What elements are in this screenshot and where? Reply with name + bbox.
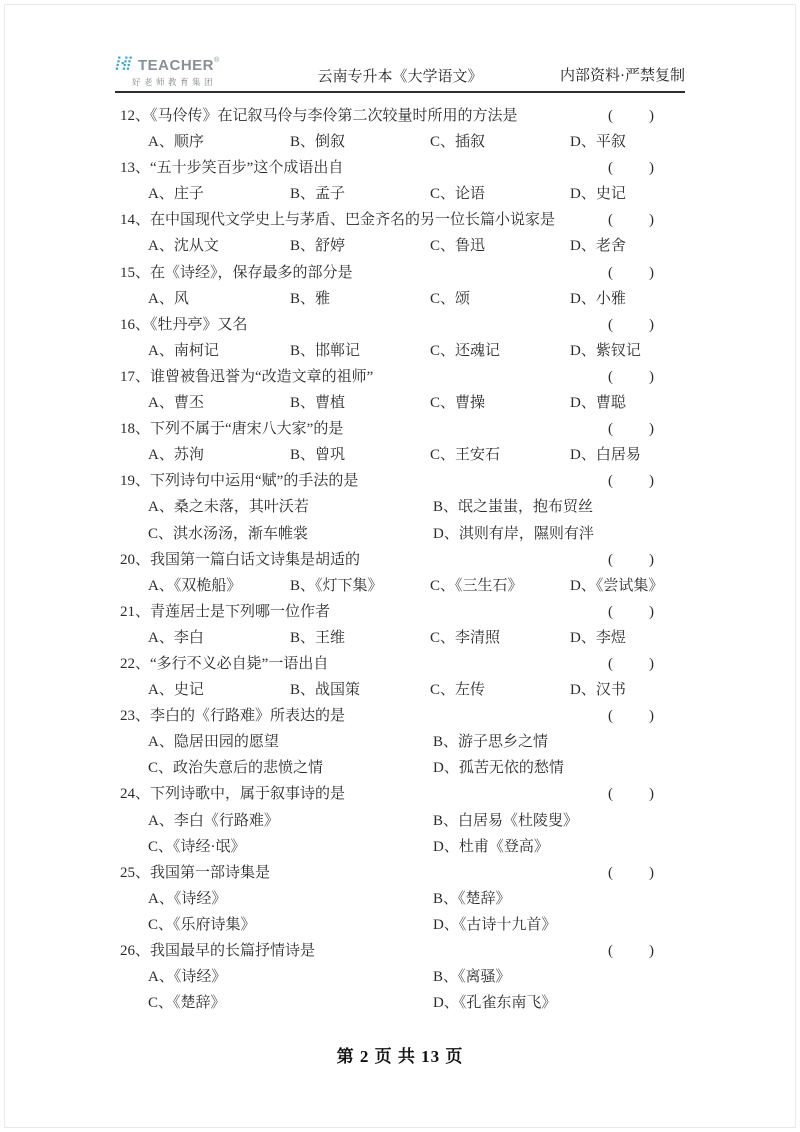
- option: C、插叙: [430, 134, 486, 151]
- answer-blank: ( ): [608, 368, 656, 385]
- option: D、紫钗记: [570, 342, 641, 359]
- option: C、《三生石》: [430, 577, 523, 594]
- option: B、孟子: [290, 186, 346, 203]
- question-line: [120, 468, 685, 494]
- question-block: [120, 103, 685, 155]
- answer-blank: ( ): [608, 551, 656, 568]
- option: B、舒婷: [290, 238, 346, 255]
- options-row: [148, 808, 685, 860]
- question-line: [120, 547, 685, 573]
- option: D、杜甫《登高》: [433, 838, 549, 855]
- question-text: 我国第一篇白话文诗集是胡适的: [150, 551, 361, 568]
- question-number: 13、: [120, 160, 151, 177]
- options-row: [148, 729, 685, 781]
- option: C、《诗经·氓》: [148, 838, 246, 855]
- options-row: [148, 573, 685, 599]
- question-number: 14、: [120, 212, 151, 229]
- option: A、李白《行路难》: [148, 812, 279, 829]
- question-number: 25、: [120, 864, 151, 881]
- question-line: [120, 312, 685, 338]
- option: C、曹操: [430, 395, 486, 412]
- brand-logo: [115, 56, 219, 87]
- options-row: [148, 886, 685, 938]
- document-page: [4, 4, 796, 1128]
- option: B、《离骚》: [433, 969, 511, 986]
- option: D、《古诗十九首》: [433, 916, 557, 933]
- option: D、老舍: [570, 238, 626, 255]
- options-row: [148, 286, 685, 312]
- question-number: 26、: [120, 943, 151, 959]
- question-line: [120, 860, 685, 886]
- page-number: 第 2 页 共 13 页: [336, 1047, 464, 1067]
- option: C、政治失意后的悲愤之情: [148, 760, 324, 777]
- question-number: 19、: [120, 473, 151, 490]
- option: A、顺序: [148, 134, 204, 151]
- question-number: 21、: [120, 603, 151, 620]
- options-row: [148, 181, 685, 207]
- option: A、风: [148, 290, 189, 307]
- option: D、淇则有岸，隰则有泮: [433, 525, 594, 542]
- question-text: 在《诗经》，保存最多的部分是: [150, 264, 353, 281]
- question-block: [120, 703, 685, 781]
- option: B、雅: [290, 290, 331, 307]
- option: C、颂: [430, 290, 471, 307]
- question-block: [120, 938, 685, 1016]
- answer-blank: ( ): [608, 943, 656, 959]
- registered-mark: ®: [214, 56, 220, 64]
- question-block: [120, 207, 685, 259]
- option: A、《双桅船》: [148, 577, 242, 594]
- option: D、白居易: [570, 447, 641, 464]
- question-text: 下列诗句中运用“赋”的手法的是: [150, 473, 359, 490]
- answer-blank: ( ): [608, 786, 656, 803]
- question-line: [120, 364, 685, 390]
- question-text: “多行不义必自毙”一语出自: [150, 655, 329, 672]
- answer-blank: ( ): [608, 655, 656, 672]
- option: B、倒叙: [290, 134, 346, 151]
- question-line: [120, 416, 685, 442]
- option: C、王安石: [430, 447, 501, 464]
- option: C、鲁迅: [430, 238, 486, 255]
- options-row: [148, 964, 685, 1016]
- document-title: 云南专升本《大学语文》: [317, 69, 483, 85]
- options-row: [148, 233, 685, 259]
- question-block: [120, 781, 685, 859]
- option: A、《诗经》: [148, 969, 227, 986]
- option: D、曹聪: [570, 395, 626, 412]
- option: A、南柯记: [148, 342, 219, 359]
- option: A、李白: [148, 629, 204, 646]
- brand-logo-row: [115, 56, 219, 75]
- question-number: 24、: [120, 786, 151, 803]
- question-line: [120, 260, 685, 286]
- question-line: [120, 938, 685, 964]
- option: C、论语: [430, 186, 486, 203]
- page-header: [115, 49, 685, 93]
- question-line: [120, 155, 685, 181]
- question-line: [120, 651, 685, 677]
- option: D、孤苦无依的愁情: [433, 760, 564, 777]
- question-text: 李白的《行路难》所表达的是: [150, 708, 346, 725]
- options-row: [148, 129, 685, 155]
- options-row: [148, 442, 685, 468]
- options-row: [148, 625, 685, 651]
- option: B、曹植: [290, 395, 346, 412]
- answer-blank: ( ): [608, 108, 656, 124]
- question-text: 《马伶传》在记叙马伶与李伶第二次较量时所用的方法是: [150, 108, 518, 124]
- question-line: [120, 103, 685, 129]
- question-number: 20、: [120, 551, 151, 568]
- answer-blank: ( ): [608, 603, 656, 620]
- question-number: 17、: [120, 368, 151, 385]
- question-line: [120, 207, 685, 233]
- question-text: 青莲居士是下列哪一位作者: [150, 603, 331, 620]
- options-row: [148, 338, 685, 364]
- question-number: 16、: [120, 316, 151, 333]
- question-number: 22、: [120, 655, 151, 672]
- option: B、《楚辞》: [433, 890, 511, 907]
- option: B、曾巩: [290, 447, 346, 464]
- option: B、氓之蚩蚩，抱布贸丝: [433, 499, 594, 516]
- option: D、汉书: [570, 682, 626, 699]
- option: B、白居易《杜陵叟》: [433, 812, 579, 829]
- option: A、庄子: [148, 186, 204, 203]
- option: D、史记: [570, 186, 626, 203]
- question-block: [120, 468, 685, 546]
- question-number: 18、: [120, 421, 151, 438]
- option: B、邯郸记: [290, 342, 361, 359]
- question-block: [120, 860, 685, 938]
- option: C、李清照: [430, 629, 501, 646]
- option: A、曹丕: [148, 395, 204, 412]
- question-block: [120, 547, 685, 599]
- answer-blank: ( ): [608, 316, 656, 333]
- option: D、李煜: [570, 629, 626, 646]
- question-block: [120, 260, 685, 312]
- question-text: 《牡丹亭》又名: [150, 316, 248, 333]
- option: B、《灯下集》: [290, 577, 383, 594]
- page-footer: [5, 1042, 795, 1067]
- options-row: [148, 677, 685, 703]
- option: B、游子思乡之情: [433, 734, 549, 751]
- question-text: 我国最早的长篇抒情诗是: [150, 943, 316, 959]
- answer-blank: ( ): [608, 708, 656, 725]
- answer-blank: ( ): [608, 421, 656, 438]
- option: C、《楚辞》: [148, 995, 226, 1012]
- option: C、左传: [430, 682, 486, 699]
- question-block: [120, 651, 685, 703]
- option: D、平叙: [570, 134, 626, 151]
- answer-blank: ( ): [608, 264, 656, 281]
- question-text: 谁曾被鲁迅誉为“改造文章的祖师”: [150, 368, 374, 385]
- confidential-notice: 内部资料·严禁复制: [560, 68, 685, 84]
- question-number: 12、: [120, 108, 151, 124]
- option: A、史记: [148, 682, 204, 699]
- options-row: [148, 390, 685, 416]
- option: A、隐居田园的愿望: [148, 734, 279, 751]
- questions-list: [120, 103, 685, 1016]
- option: B、战国策: [290, 682, 361, 699]
- question-line: [120, 781, 685, 807]
- question-block: [120, 364, 685, 416]
- option: C、《乐府诗集》: [148, 916, 256, 933]
- option: C、淇水汤汤，渐车帷裳: [148, 525, 309, 542]
- question-line: [120, 599, 685, 625]
- question-block: [120, 312, 685, 364]
- question-text: 下列不属于“唐宋八大家”的是: [150, 421, 344, 438]
- question-number: 23、: [120, 708, 151, 725]
- question-block: [120, 599, 685, 651]
- question-text: 下列诗歌中，属于叙事诗的是: [150, 786, 346, 803]
- option: B、王维: [290, 629, 346, 646]
- option: D、《尝试集》: [570, 577, 664, 594]
- question-text: “五十步笑百步”这个成语出自: [150, 160, 344, 177]
- question-number: 15、: [120, 264, 151, 281]
- option: D、《孔雀东南飞》: [433, 995, 557, 1012]
- question-block: [120, 416, 685, 468]
- options-row: [148, 494, 685, 546]
- option: A、桑之未落，其叶沃若: [148, 499, 309, 516]
- brand-subtitle: 好老师教育集团: [132, 76, 217, 87]
- answer-blank: ( ): [608, 864, 656, 881]
- brand-name: TEACHER: [138, 56, 215, 74]
- option: A、《诗经》: [148, 890, 227, 907]
- option: A、苏洵: [148, 447, 204, 464]
- answer-blank: ( ): [608, 212, 656, 229]
- option: A、沈从文: [148, 238, 219, 255]
- question-text: 在中国现代文学史上与茅盾、巴金齐名的另一位长篇小说家是: [150, 212, 556, 229]
- answer-blank: ( ): [608, 160, 656, 177]
- answer-blank: ( ): [608, 473, 656, 490]
- question-text: 我国第一部诗集是: [150, 864, 271, 881]
- option: D、小雅: [570, 290, 626, 307]
- option: C、还魂记: [430, 342, 501, 359]
- question-line: [120, 703, 685, 729]
- hi-dots-logo-icon: [115, 56, 135, 75]
- question-block: [120, 155, 685, 207]
